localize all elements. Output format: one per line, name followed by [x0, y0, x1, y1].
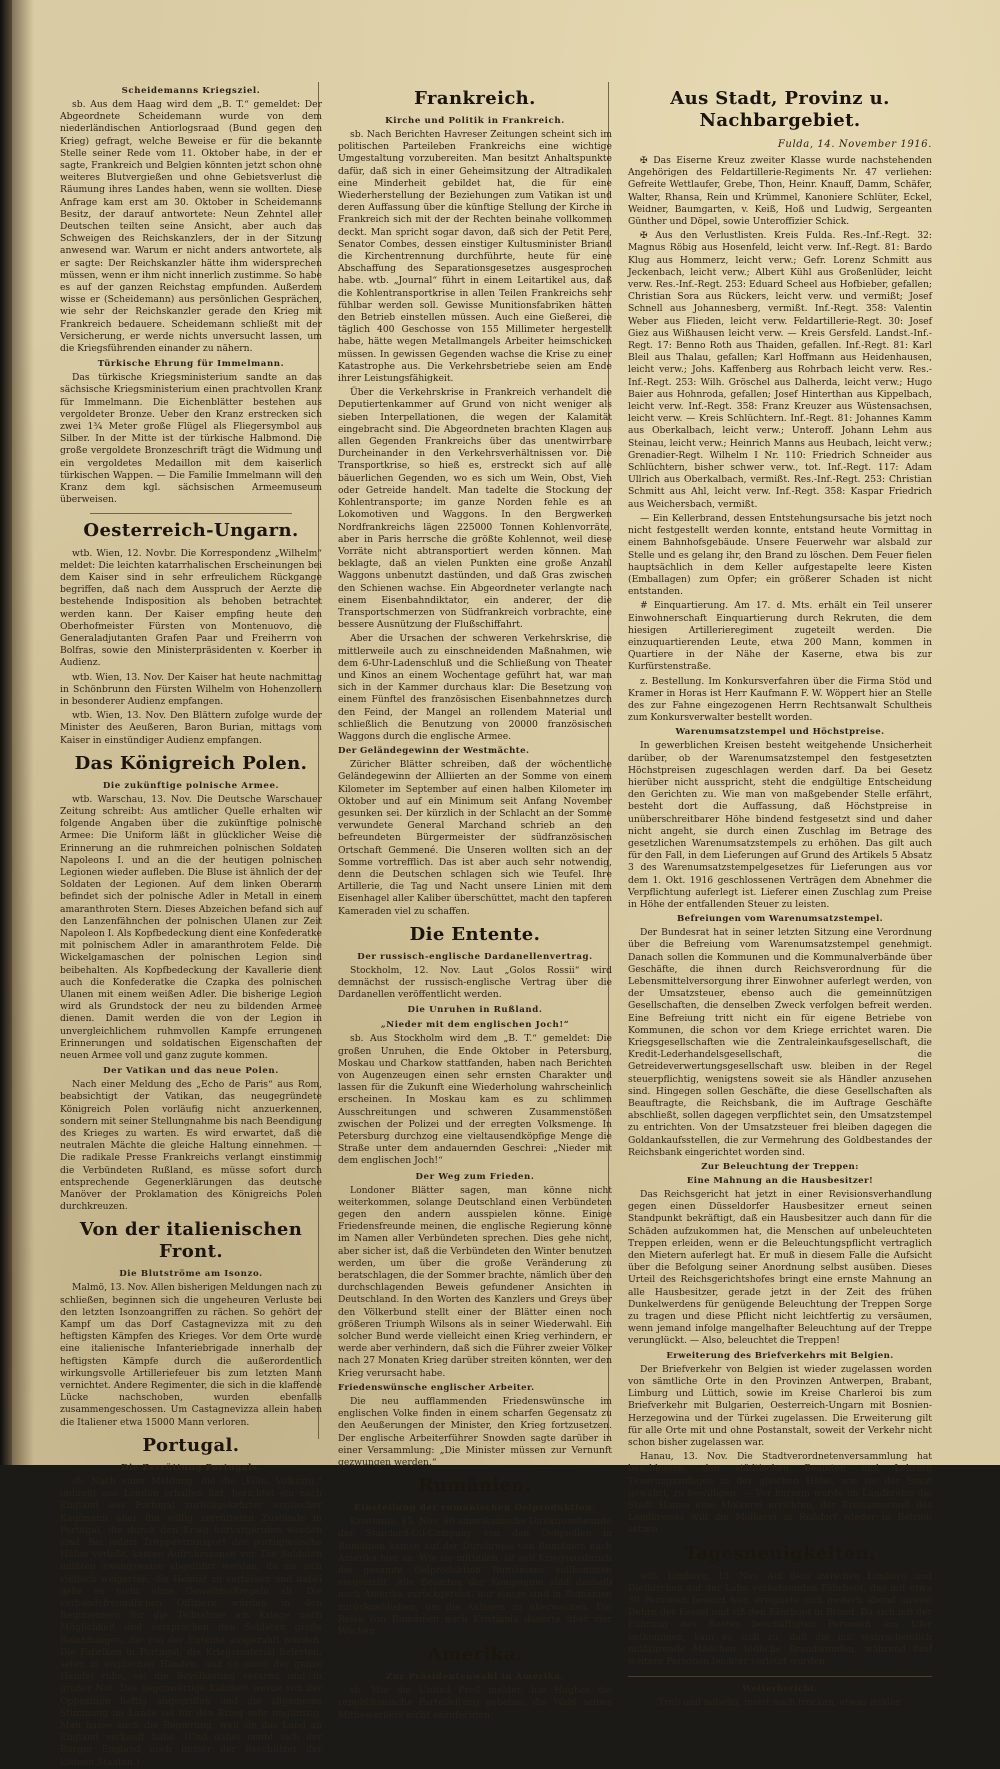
article-paragraph: sb. Nach Berichten Havreser Zeitungen scheint sich im politischen Parteileben Frankreichs eine wichtige Umgestaltung vorzubereiten. Man besitzt Anhaltspunkte dafür, daß sich in einer Geheimsitzung der Altradikalen eine Minderheit gebildet hat, die für eine Wiederherstellung der Beziehungen zum Vatikan ist und deren Auffassung über die künftige Stellung der Kirche in Frankreich sich mit der der Rechten beinahe vollkommen deckt. Man spricht sogar davon, daß sich der Petit Pere, Senator Combes, dessen einstiger Kultusminister Briand die Kirchentrennung durchführte, heute für eine Abschaffung des Separationsgesetzes ausgesprochen habe. wtb. „Journal“ führt in einem Leitartikel aus, daß die Kohlentransportkrise in allen Teilen Frankreichs sehr fühlbar werden soll. Gewisse Munitionsfabriken hätten den Betrieb einstellen müssen. Auch eine Gießerei, die täglich 400 Geschosse von 155 Millimeter hergestellt habe, hätte wegen Metallmangels Arbeiter heimschicken müssen. In gewissen Gegenden wachse die Krise zu einer Katastrophe aus. Die Verkehrsbetriebe seien am Ende ihrer Leistungsfähigkeit. [338, 129, 612, 385]
article-paragraph: — Ein Kellerbrand, dessen Entstehungsursache bis jetzt noch nicht festgestellt werden konnte, entstand heute Vormittag in einem Bahnhofsgebäude. Unsere Feuerwehr war alsbald zur Stelle und es gelang ihr, den Brand zu löschen. Dem Feuer fielen hauptsächlich in dem Keller aufgestapelte leere Kisten (Emballagen) zum Opfer; ein größerer Schaden ist nicht entstanden. [628, 512, 932, 598]
subheading: Warenumsatzstempel und Höchstpreise. [675, 727, 885, 738]
article-paragraph: In gewerblichen Kreisen besteht weitgehende Unsicherheit darüber, ob der Warenumsatzstempel den festgesetzten Höchstpreisen zugeschlagen werden darf. Da bei Gesetz hierüber nicht ausspricht, steht die endgültige Entscheidung den Gerichten zu. Wie man von maßgebender Stelle erfährt, besteht dort die Auffassung, daß Höchstpreise in unüberschreitbarer Höhe bindend festgesetzt sind und daher nicht angeht, sie durch einen Zuschlag im Betrage des gesetzlichen Warenumsatzstempels zu erhöhen. Das gilt auch für den Fall, in dem Lieferungen auf Grund des Artikels 5 Absatz 3 des Warenumsatzstempelgesetzes für Lieferungen aus vor dem 1. Okt. 1916 geschlossenen Verträgen dem Abnehmer die Verpflichtung auferlegt ist. Lieferer einen Zuschlag zum Preise in Höhe der entfallenden Steuer zu leisten. [628, 740, 932, 910]
subheading: Der russisch-englische Dardanellenvertrag. [357, 951, 593, 962]
dateline: Fulda, 14. November 1916. [777, 139, 932, 150]
section-title: Oesterreich-Ungarn. [83, 519, 299, 541]
subheading: Die zukünftige polnische Armee. [102, 780, 280, 791]
article-paragraph: # Einquartierung. Am 17. d. Mts. erhält ein Teil unserer Einwohnerschaft Einquartierung durch Rekruten, die dem hiesigen Artillerieregiment zugeteilt werden. Die einzuquartierenden Leute, etwa 200 Mann, kommen in Quartiere in der Nähe der Kaserne, etwa bis zur Kurfürstenstraße. [628, 600, 932, 673]
article-paragraph: sb. Nach einer Meldung, die die „Köln. Volksztg.“ indirekt aus London erhalten hat, berichtet ein nach England aus Portugal zurückgekehrter englischer Kaufmann über die völlig zerrütteten Zustände in Portugal, die durch den Krieg hervorgerufen worden sind. Bei jedem Truppentransport der portugiesische Häfen verläßt, kämen Aufruhrszenen vor. Die Soldaten müßten zwangsweise abgeführt werden, da sie sich vielfach weigerten, die Heimat zu verlassen und dabei gebe es nicht ohne Gewaltmaßregeln ab. Die verbandsfreundlichen Offiziere würden in den Regimentern für die Teilnahme am Kriege nach Möglichkeit und versprechen den Soldaten große Belohnungen, die von der Entente ausgezahlt würden. Die Fabriken in Portugal, die Kriegsmaterial lieferten, seien in englischen Händen, und so sonst der ganze Handel ruhe, sei die Bevölkerung verarmt und in großer Not. Das gegenwärtige Kabinett werde von der Opposition heftig angegriffen und die allgemeine Stimmung im Lande sei für den Krieg sehr ungünstig. Man hasse auch die Regierung, weil sie das Land an England verkauft habe. (Und dabei nennt sich der Bürger England noch immer der Beschützer der kleinen Staaten.) [60, 1475, 322, 1768]
article-paragraph: Hanau, 13. Nov. Die Stadtverordnetenversammlung hat beschlossen, den städtischen Beamten und Lehrern Teuerungszulagen in der gleichen Höhe, wie sie der Staat gewährt, zu bewilligen. — Vor kurzem wurde im Landkreise die Stadt Hanau eine Molkerei errichten, der Kreisausschuß des Landkreises will die Molkerei in Roßdorf wieder in Betrieb setzen. [628, 1451, 932, 1536]
weather-box [628, 1676, 932, 1709]
article-paragraph: wtb. Wien, 13. Nov. Den Blättern zufolge wurde der Minister des Aeußeren, Baron Burian, mittags vom Kaiser in einstündiger Audienz empfangen. [60, 710, 322, 746]
article-paragraph: sb. Aus Stockholm wird dem „B. T.“ gemeldet: Die großen Unruhen, die Ende Oktober in Petersburg, Moskau und Charkow stattfanden, haben nach Berichten von Augenzeugen einen sehr ernsten Charakter und lassen für die Zukunft eine Wiederholung wahrscheinlich erscheinen. In Moskau kam es zu schlimmen Ausschreitungen und schweren Zusammenstößen zwischen der Polizei und der erregten Volksmenge. In Petersburg durchzog eine vieltausendköpfige Menge die Straße unter dem andauernden Geschrei: „Nieder mit dem englischen Joch!“ [338, 1033, 612, 1167]
column-1 [60, 82, 322, 1768]
article-paragraph: ✠ Aus den Verlustlisten. Kreis Fulda. Res.-Inf.-Regt. 32: Magnus Röbig aus Hosenfeld, leicht verw. Inf.-Regt. 81: Bardo Klug aus Hommerz, leicht verw.; Gefr. Lorenz Schmitt aus Jeckenbach, leicht verw.; Albert Kühl aus Großenlüder, leicht verw. Res.-Inf.-Regt. 253: Eduard Scheel aus Hofbieber, gefallen; Christian Sora aus Rückers, leicht verw. und vermißt; Josef Schnell aus Johannesberg, vermißt. Inf.-Regt. 358: Valentin Weber aus Flieden, leicht verw. Feldartillerie-Regt. 30: Josef Giez aus Wißhausen leicht verw. — Kreis Gersfeld. Landst.-Inf.-Regt. 17: Benno Roth aus Thaiden, gefallen. Inf.-Regt. 81: Karl Bleil aus Thalau, gefallen; Karl Hoffmann aus Heidenhausen, leicht verw.; Johs. Kaffenberg aus Rohrbach leicht verw. Res.-Inf.-Regt. 253: Wilh. Gröschel aus Dalherda, leicht verw.; Hugo Baier aus Hohnroda, gefallen; Josef Hinterthan aus Kippelbach, leicht verw. Inf.-Regt. 358: Franz Kreuzer aus Wüstensachsen, leicht verw. — Kreis Schlüchtern. Inf.-Regt. 81: Johannes Kamm aus Oberkalbach, leicht verw.; Unteroff. Johann Lehm aus Steinau, leicht verw.; Heinrich Manns aus Heubach, leicht verw.; Grenadier-Regt. Wilhelm I Nr. 110: Friedrich Schneider aus Schlüchtern, bisher schwer verw., tot. Inf.-Regt. 117: Adam Ullrich aus Oberkalbach, vermißt. Res.-Inf.-Regt. 253: Christian Schmitt aus Ahl, leicht verw. Inf.-Regt. 358: Kaspar Friedrich aus Weichersbach, vermißt. [628, 230, 932, 510]
subheading: Zur Präsidentenwahl in Amerika. [385, 1672, 565, 1683]
section-title: Von der italienischen Front. [79, 1219, 303, 1263]
article-paragraph: Kristiania, 13. Nov. 40 amerikanische Direktionsbeamte der Standard-Oil-Company von den Oelquellen in Rumänien kamen auf der Durchreise von Rumänien nach Amerika hier an. Wie sie mitteilen, ist seit Kriegsausbruch die gesamte Oelproduktion Rumäniens vollkommen eingestellt. Alle Beamten der Kompagnie sind deshalb nach Amerika zurückgereist, nur einige sind in Rumänien zurückgeblieben, um die Anlagen zu überwachen. Die Reise von Rumänien nach Kristiania dauerte über vier Wochen. [338, 1516, 612, 1637]
subheading: Eine Mahnung an die Hausbesitzer! [686, 1176, 874, 1187]
article-paragraph: Das Reichsgericht hat jetzt in einer Revisionsverhandlung gegen einen Düsseldorfer Hausbesitzer erneut seinen Standpunkt bekräftigt, daß ein Hausbesitzer auch dann für die Schäden aufzukommen hat, die Menschen auf unbeleuchteten Treppen erleiden, wenn er die Beleuchtungspflicht vertraglich den Mietern auferlegt hat. Er muß in diesem Falle die Aufsicht über die Befolgung seiner Anordnung selbst ausüben. Dieses Urteil des Reichsgerichtshofes bringt eine ernste Mahnung an alle Hausbesitzer, gerade jetzt in der Zeit des frühen Dunkelwerdens für genügende Beleuchtung der Treppen Sorge zu tragen und diese Pflicht nicht leichtfertig zu versäumen, wenn jemand infolge mangelhafter Beleuchtung auf der Treppe verunglückt. — Also, beleuchtet die Treppen! [628, 1189, 932, 1347]
article-paragraph: Über die Verkehrskrise in Frankreich verhandelt die Deputiertenkammer auf Grund von nicht weniger als sieben Interpellationen, die wegen der Kalamität eingebracht sind. Die Abgeordneten brachten Klagen aus allen Gegenden Frankreichs über das unentwirrbare Durcheinander in den Verkehrsverhältnissen vor. Die Transportkrise, so hieß es, erstreckt sich auf alle bäuerlichen Gegenden, wo es sich um Wein, Obst, Vieh oder Getreide handelt. Man tadelte die Stockung der Kohlentransporte; im ganze Norden fehle es an Lokomotiven und Waggons. In den Bergwerken Nordfrankreichs lägen 225000 Tonnen Kohlenvorräte, aber in Paris herrsche die größte Kohlennot, weil diese Vorräte nicht abtransportiert werden können. Man beklagte, daß an vielen Punkten eine große Anzahl Waggons unbenutzt dastünden, und daß Gras zwischen den Schienen wachse. Ein Abgeordneter verlangte nach einem Eisenbahndiktator, ein anderer, der die Transportschmerzen von Südfrankreich vorbrachte, eine bessere Ausnützung der Flußschiffahrt. [338, 387, 612, 631]
subheading: Zur Beleuchtung der Treppen: [701, 1162, 859, 1173]
article-paragraph: Londoner Blätter sagen, man könne nicht weiterkommen, solange Deutschland einen Verbündeten gegen den andern ausspielen könne. Einige Friedensfreunde meinen, die englische Regierung könne im Namen aller Verbündeten sprechen. Dies gehe nicht, aber sicher ist, daß die Verbündeten den Winter benutzen werden, um über die große Veränderung zu beratschlagen, die der Sommer brachte, nämlich über den durchschlagenden Beweis gefundener Ansichten in Deutschland. In den Worten des Kanzlers und Greys über den Völkerbund stellt einer der Blätter einen noch größeren Triumph Wilsons als in seiner Wiederwahl. Ein solcher Bund werde vielleicht einen Krieg verhindern, er werde aber verhindern, daß sich die Führer zweier Völker nach 27 Monaten Krieg darüber streiten könnten, wer den Krieg verursacht habe. [338, 1184, 612, 1379]
subheading: Wetterbericht. [742, 1684, 818, 1695]
section-title: Frankreich. [414, 88, 536, 109]
section-title: Portugal. [142, 1434, 240, 1456]
column-2 [338, 82, 612, 1721]
article-paragraph: wtb. Limburg, 13. Nov. Auf dem zwischen Limburg und Dietkirchen auf der Lahn verkehrenden Fährboot, das mit etwa 30 Personen besetzt war, ereignete sich gestern abend unweit Dehrn der Kessel und riß den Fährboot in Brand. Da sich mit der Führung des Bootes beschäftigten Personen ans Ufer entkommen, kam es sich zu, daß die mit wahrscheinlich mitfahrende Mädchen tödliche Brandwunden, während fünf weitere Personen leichter verletzt wurden. [628, 1570, 932, 1667]
article-paragraph: Malmö, 13. Nov. Allen bisherigen Meldungen nach zu schließen, beginnen sich die ungeheuren Verluste bei den letzten Isonzoangriffen zu rächen. So gehört der Kampf um das Dorf Castagnevizza mit zu den heftigsten Kämpfen des Krieges. Vor dem Orte wurde eine italienische Infanteriebrigade innerhalb der heftigsten Kämpfe durch die außerordentlich wirkungsvolle Artilleriefeuer bis zum letzten Mann vernichtet. Andere Regimenter, die sich in die klaffende Lücke nachschoben, wurden ebenfalls zusammengeschossen. Um Castagnevizza allein haben die Italiener etwa 15000 Mann verloren. [60, 1282, 322, 1428]
section-title: Tagesneuigkeiten. [684, 1542, 876, 1564]
article-paragraph: Der Briefverkehr von Belgien ist wieder zugelassen worden von sämtliche Orte in den Provinzen Antwerpen, Brabant, Limburg und Lüttich, sowie im Kreise Charleroi bis zum Briefverkehr mit Bulgarien, Oesterreich-Ungarn mit Bosnien-Herzegowina und der Türkei zugelassen. Die Erweiterung gilt für alle Orte mit und ohne Postanstalt, soweit der Verkehr nicht schon bisher zugelassen war. [628, 1363, 932, 1448]
section-heading: Türkische Ehrung für Immelmann. [97, 359, 285, 370]
subheading: Erweiterung des Briefverkehrs mit Belgien. [666, 1350, 894, 1361]
subheading: „Nieder mit dem englischen Joch!“ [380, 1020, 570, 1031]
separator [90, 513, 292, 514]
book-binding [0, 0, 12, 1465]
article-paragraph: Das türkische Kriegsministerium sandte an das sächsische Kriegsministerium einen prachtvollen Kranz für Immelmann. Die Eichenblätter bestehen aus vergoldeter Bronze. Ueber den Kranz erstrecken sich zwei 1¾ Meter große Flügel als Fliegersymbol aus Silber. In der Mitte ist der türkische Halbmond. Die große vergoldete Bronzeschrift trägt die Widmung und ein vergoldetes Medaillon mit dem kaiserlich türkischen Wappen. — Die Familie Immelmann will den Kranz dem kgl. sächsischen Armeemuseum überweisen. [60, 372, 322, 506]
article-paragraph: Nach einer Meldung des „Echo de Paris“ aus Rom, beabsichtigt der Vatikan, das neugegründete Königreich Polen vorläufig nicht anzuerkennen, sondern mit seiner Stellungnahme bis nach Beendigung des Krieges zu warten. Es wird erwartet, daß die neutralen Mächte die gleiche Haltung einnehmen. — Die radikale Presse Frankreichs verlangt einstimmig die Verbündeten Rußland, es müsse sofort durch entsprechende Gegenerklärungen das deutsche Manöver der Proklamation des Königreichs Polen durchkreuzen. [60, 1079, 322, 1213]
subheading: Die Unruhen in Rußland. [407, 1005, 543, 1016]
article-paragraph: Züricher Blätter schreiben, daß der wöchentliche Geländegewinn der Alliierten an der Somme von einem Kilometer im September auf einen halben Kilometer im Oktober und auf ein Minimum seit Anfang November gesunken sei. Der kürzlich in der Schlacht an der Somme verwundete General Marchand schrieb an den befreundeten Bürgermeister der südfranzösischen Ortschaft Gemmené. Die Unseren wollten sich an der Somme vortrefflich. Das ist aber auch sehr notwendig, denn die Deutschen schlagen sich wie Teufel. Ihre Artillerie, die Tag und Nacht unsere Linien mit dem Eisenhagel aller Kaliber überschüttet, macht den tapferen Kameraden viel zu schaffen. [338, 759, 612, 917]
article-paragraph: wtb. Wien, 12. Novbr. Die Korrespondenz „Wilhelm“ meldet: Die leichten katarrhalischen Erscheinungen bei dem Kaiser sind in sehr erfreulichem Rückgange begriffen, daß nach dem Ausspruch der Aerzte die bestehende Indisposition als behoben betrachtet werden kann. Der Kaiser empfing heute den Oberhofmeister Fürsten von Montenuovo, die Generaladjutanten Grafen Paar und Freiherrn von Bolfras, sowie den Ministerpräsidenten v. Koerber in Audienz. [60, 547, 322, 669]
subheading: Der Vatikan und das neue Polen. [103, 1066, 279, 1077]
section-title: Amerika. [427, 1644, 523, 1666]
subheading: Der Geländegewinn der Westmächte. [338, 746, 530, 757]
article-paragraph: wtb. Warschau, 13. Nov. Die Deutsche Warschauer Zeitung schreibt: Aus amtlicher Quelle erhalten wir folgende Angaben über die zukünftige polnische Armee: Die Uniform läßt in glücklicher Weise die Erinnerung an die ruhmreichen polnischen Soldaten Napoleons I. und an die der heutigen polnischen Legionen wieder aufleben. Die Bluse ist ähnlich der der Soldaten der Legionen. Auf dem linken Oberarm befindet sich der polnische Adler in Metall in einem amaranthroten Stern. Dieses Abzeichen befand sich auf den Lanzenfähnchen der polnischen Ulanen zur Zeit Napoleon I. Als Kopfbedeckung dient eine Konfederatke mit polnischem Adler in amaranthrotem Felde. Die Wickelgamaschen der polnischen Legion sind beibehalten. Als Kopfbedeckung der Kavallerie dient auch die Konfederatke die Czapka des polnischen Ulanen mit einem weißen Adler. Die bisherige Legion wird als Grundstock der neu zu bildenden Armee dienen. Damit werden die von der Legion in unvergleichlichem ruhmvollen Kampfe errungenen Erinnerungen und soldatischen Eigenschaften der neuen Armee voll und ganz zugute kommen. [60, 793, 322, 1062]
subheading: Der Weg zum Frieden. [415, 1171, 535, 1182]
article-paragraph: sb. Aus dem Haag wird dem „B. T.“ gemeldet: Der Abgeordnete Scheidemann wurde von dem niederländischen Antiorlogsraad (Bund gegen den Krieg) gefragt, welche Beweise er für die bekannte Stelle seiner Rede vom 11. Oktober habe, in der er sagte, Frankreich und Belgien könnten jetzt schon ohne weiteres Blutvergießen und ohne Gebietsverlust die Räumung ihres Landes haben, wenn sie wollten. Diese Anfrage kam erst am 30. Oktober in Scheidemanns Besitz, der darauf antwortete: Neun Zehntel aller Deutschen teilten seine Ansicht, aber auch das Schweigen des Reichskanzlers, der in der Sitzung anwesend war. Warum er nicht anders antwortete, als er sagte: Der Reichskanzler hätte ihm widersprechen müssen, wenn er ihm nicht innerlich zustimme. So habe es auf der ganzen Reichstag empfunden. Außerdem wisse er (Scheidemann) aus persönlichen Gesprächen, wie sehr der Reichskanzler gerade den Krieg mit Frankreich bedauere. Scheidemann schließt mit der Versicherung, er werde nichts unversucht lassen, um die Kriegsführenden einander zu nähern. [60, 99, 322, 355]
subheading: Einstellung der rumänischen Oelproduktion. [354, 1503, 596, 1514]
subheading: Friedenswünsche englischer Arbeiter. [338, 1382, 535, 1393]
section-title: Aus Stadt, Provinz u. Nachbargebiet. [670, 88, 890, 131]
newspaper-page [12, 0, 1000, 1768]
article-paragraph: Der Bundesrat hat in seiner letzten Sitzung eine Verordnung über die Befreiung vom Warenumsatzstempel genehmigt. Danach sollen die Kommunen und die Kommunalverbände über Geschäfte, die ihnen durch Reichsverordnung für die Lebensmittelversorgung ihrer Einwohner auferlegt werden, von der Umsatzsteuer, ebenso auch die gemeinnützigen Gesellschaften, die denselben Zweck verfolgen befreit werden. Eine Befreiung tritt nicht ein für eigene Betriebe von Kommunen, die schon vor dem Kriege errichtet waren. Die Kriegsgesellschaften wie die Zentraleinkaufsgesellschaft, die Kredit-Lederhandelsgesellschaft, die Getreideverwertungsgesellschaft usw. bleiben in der Regel steuerpflichtig, wenigstens soweit sie als Händler anzusehen sind. Hingegen sollen Geschäfte, die diese Gesellschaften als Beauftragte, die Reichsbank, die im Auftrage Geschäfte abschließt, sollen dagegen verpflichtet sein, den Umsatzstempel zu entrichten. Von der Umsatzsteuer frei bleiben dagegen die Goldankaufsstellen, die zur Vermehrung des Goldbestandes der Reichsbank eingerichtet worden sind. [628, 927, 932, 1158]
section-title: Die Entente. [409, 923, 541, 945]
subheading: Die Blutströme am Isonzo. [119, 1269, 263, 1280]
article-paragraph: z. Bestellung. Im Konkursverfahren über die Firma Stöd und Kramer in Horas ist Herr Kaufmann F. W. Wöppert hier an Stelle des zur Fahne eingezogenen Herrn Rechtsanwalt Schultheis zum Konkursverwalter bestellt worden. [628, 675, 932, 724]
article-paragraph: Aber die Ursachen der schweren Verkehrskrise, die mittlerweile auch zu einschneidenden Maßnahmen, wie dem 6-Uhr-Ladenschluß und die Schließung von Theater und Kinos an einem Wochentage geführt hat, war man sich in der Kammer durchaus klar: Die Besetzung von einem Fünftel des französischen Eisenbahnnetzes durch den Feind, der Mangel an rollendem Material und schließlich die Benutzung von 20000 französischen Waggons durch die englische Armee. [338, 633, 612, 742]
section-heading: Scheidemanns Kriegsziel. [121, 86, 261, 96]
page-gutter-shadow [12, 0, 34, 1465]
subheading: Die Zerrüttung Portugals. [120, 1462, 262, 1473]
weather-text: Trüb und nebelig, meist noch trocken, etwas milder. [658, 1697, 902, 1709]
article-paragraph: wtb. Wien, 13. Nov. Der Kaiser hat heute nachmittag in Schönbrunn den Fürsten Wilhelm von Hohenzollern in besonderer Audienz empfangen. [60, 671, 322, 707]
article-paragraph: sb. Wie die United Preß meldet, hat Hughes die republikanische Parteileitung gebeten, die Wahl seines Mitbewerbers nicht anzufechten. [338, 1685, 612, 1721]
article-paragraph: ✠ Das Eiserne Kreuz zweiter Klasse wurde nachstehenden Angehörigen des Feldartillerie-Regiments Nr. 47 verliehen: Gefreite Wettlaufer, Grebe, Thon, Heinr. Knauff, Damm, Schäfer, Walter, Rhansa, Rein und Krümmel, Kanoniere Schlüter, Eckel, Weidner, Baumgarten, v. Keiß, Hoß und Ludwig, Sergeanten Günther und Döpel, sowie Unteroffizier Schick. [628, 155, 932, 228]
section-title: Rumänien. [418, 1475, 532, 1497]
article-paragraph: Die neu aufflammenden Friedenswünsche im englischen Volke finden in einem scharfen Gegensatz zu den Aeußerungen der Minister, den Krieg fortzusetzen. Der englische Arbeiterführer Snowden sagte darüber in einer Versammlung: „Die Minister müssen zur Vernunft gezwungen werden.“ [338, 1395, 612, 1468]
subheading: Befreiungen vom Warenumsatzstempel. [676, 914, 884, 925]
article-paragraph: Stockholm, 12. Nov. Laut „Golos Rossii“ wird demnächst der russisch-englische Vertrag über die Dardanellen veröffentlicht werden. [338, 964, 612, 1001]
section-title: Das Königreich Polen. [74, 752, 308, 774]
column-3 [628, 82, 932, 1709]
subheading: Kirche und Politik in Frankreich. [385, 116, 565, 126]
